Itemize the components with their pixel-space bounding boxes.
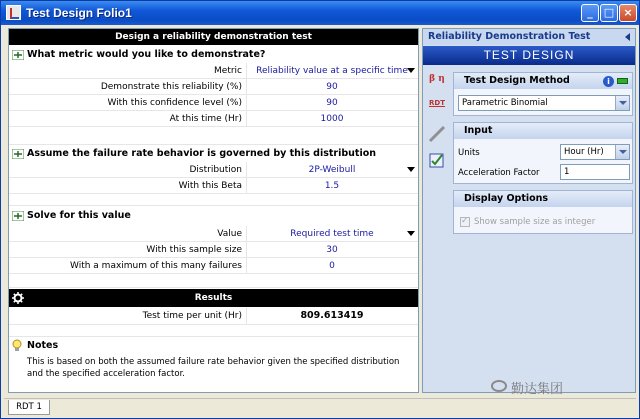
distribution-row[interactable]	[9, 162, 418, 178]
confidence-input[interactable]: 90	[326, 98, 338, 108]
metric-select[interactable]: Reliability value at a specific time	[256, 66, 408, 76]
chevron-down-icon[interactable]	[615, 96, 629, 110]
input-group-title: Input	[454, 123, 632, 139]
expand-grid-icon[interactable]	[12, 149, 24, 159]
title-bar	[1, 1, 639, 25]
value-row[interactable]	[9, 226, 418, 242]
collapse-arrow-icon[interactable]	[625, 33, 630, 41]
reliability-input[interactable]: 90	[326, 82, 338, 92]
watermark-text: 勤达集团	[511, 382, 564, 397]
section-title: What metric would you like to demonstrate?	[27, 49, 266, 60]
tab-rdt-1[interactable]: RDT 1	[8, 400, 50, 415]
method-select[interactable]	[458, 95, 630, 111]
green-status-icon	[617, 78, 628, 84]
close-button[interactable]: ×	[619, 4, 637, 22]
chevron-down-icon[interactable]	[615, 145, 629, 159]
test-time-result: 809.613419	[300, 310, 364, 321]
sample-size-input[interactable]: 30	[326, 245, 338, 255]
acceleration-factor-input[interactable]	[560, 164, 630, 180]
app-icon	[6, 5, 21, 20]
expand-grid-icon[interactable]	[12, 50, 24, 60]
metric-row[interactable]	[9, 63, 418, 79]
design-panel	[8, 28, 419, 393]
spacer	[9, 194, 418, 206]
rdt-icon[interactable]: RDT	[429, 99, 445, 107]
method-value: Parametric Binomial	[462, 98, 548, 108]
field-label: Demonstrate this reliability (%)	[9, 79, 247, 95]
time-row[interactable]	[9, 111, 418, 127]
field-label: With this confidence level (%)	[9, 95, 247, 111]
results-header	[9, 289, 418, 307]
panel-header: Design a reliability demonstration test	[9, 29, 418, 45]
ruler-icon[interactable]	[427, 125, 447, 145]
beta-row[interactable]	[9, 178, 418, 194]
minimize-button[interactable]: _	[581, 4, 599, 22]
test-design-banner	[423, 46, 635, 65]
result-row	[9, 308, 418, 325]
method-group	[453, 72, 633, 116]
main-content	[4, 26, 636, 417]
units-select[interactable]	[560, 144, 630, 160]
acceleration-factor-label: Acceleration Factor	[458, 168, 540, 178]
watermark-logo-icon	[491, 380, 507, 392]
info-icon[interactable]: i	[603, 76, 614, 87]
field-label: Metric	[9, 63, 247, 79]
units-value: Hour (Hr)	[564, 147, 604, 157]
field-label: Value	[9, 226, 247, 242]
section-title: Solve for this value	[27, 210, 131, 221]
section-title: Assume the failure rate behavior is governed by this distribution	[27, 148, 377, 159]
sample-size-integer-checkbox[interactable]	[460, 217, 470, 227]
chevron-down-icon[interactable]	[407, 68, 415, 73]
method-group-title: Test Design Method	[464, 75, 570, 86]
method-group-header	[454, 73, 632, 89]
maximize-button[interactable]: □	[600, 4, 618, 22]
confidence-row[interactable]	[9, 95, 418, 111]
notes-title: Notes	[27, 340, 59, 351]
window-title: Test Design Folio1	[26, 6, 132, 20]
beta-input[interactable]: 1.5	[324, 181, 340, 191]
field-label: With a maximum of this many failures	[9, 258, 247, 274]
field-label: At this time (Hr)	[9, 111, 247, 127]
field-label: With this Beta	[9, 178, 247, 194]
chevron-down-icon[interactable]	[407, 167, 415, 172]
lightbulb-icon	[12, 339, 22, 352]
field-label: Distribution	[9, 162, 247, 178]
control-panel	[422, 28, 636, 393]
field-label: With this sample size	[9, 242, 247, 258]
reliability-row[interactable]	[9, 79, 418, 95]
input-group	[453, 122, 633, 184]
display-options-group	[453, 190, 633, 234]
units-label: Units	[458, 148, 480, 158]
section-distribution	[9, 145, 418, 162]
section-metric	[9, 46, 418, 63]
distribution-select[interactable]: 2P-Weibull	[308, 165, 356, 175]
solve-value-select[interactable]: Required test time	[290, 229, 374, 239]
max-failures-row[interactable]	[9, 258, 418, 274]
spacer	[9, 127, 418, 145]
section-solve	[9, 207, 418, 224]
expand-grid-icon[interactable]	[12, 211, 24, 221]
parameters-icon[interactable]: β η	[429, 74, 445, 84]
display-options-title: Display Options	[454, 191, 632, 207]
control-panel-title	[423, 29, 635, 45]
field-label: Test time per unit (Hr)	[9, 308, 247, 324]
control-panel-title-text: Reliability Demonstration Test	[428, 31, 591, 42]
gear-icon	[12, 292, 24, 304]
banner-text: TEST DESIGN	[483, 48, 575, 62]
chevron-down-icon[interactable]	[407, 231, 415, 236]
sample-size-row[interactable]	[9, 242, 418, 258]
tool-strip	[425, 69, 449, 199]
sample-size-integer-label: Show sample size as integer	[474, 217, 596, 227]
notes-text: This is based on both the assumed failure rate behavior given the specified distribution and the specified acceleration factor.	[27, 357, 400, 379]
max-failures-input[interactable]: 0	[329, 261, 335, 271]
sheet-tab-bar	[4, 398, 636, 416]
results-title: Results	[194, 293, 233, 303]
section-notes	[9, 337, 418, 354]
acceleration-factor-value: 1	[564, 167, 570, 177]
spacer	[9, 274, 418, 288]
checklist-icon[interactable]	[427, 151, 447, 171]
spacer	[9, 325, 418, 337]
time-input[interactable]: 1000	[320, 114, 344, 124]
